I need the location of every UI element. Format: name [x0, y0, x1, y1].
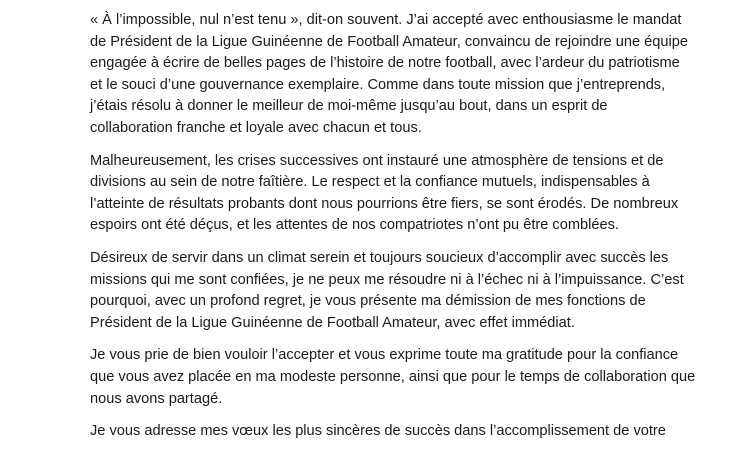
text-line: pourquoi, avec un profond regret, je vous présente ma démission de mes fonctions de	[90, 293, 646, 310]
text-line: Je vous adresse mes vœux les plus sincères de succès dans l’accomplissement de votre	[90, 423, 666, 440]
paragraph-1	[90, 10, 688, 140]
text-line: missions qui me sont confiées, je ne peux me résoudre ni à l’échec ni à l’impuissance. C’est	[90, 271, 684, 288]
text-line: Désireux de servir dans un climat serein et toujours soucieux d’accomplir avec succès les	[90, 249, 669, 266]
paragraph-5	[90, 421, 685, 443]
text-line: divisions au sein de notre faîtière. Le respect et la confiance mutuels, indispensables à	[90, 174, 650, 191]
text-line: « À l’impossible, nul n’est tenu », dit-on souvent. J’ai accepté avec enthousiasme le mandat	[90, 12, 682, 28]
text-line: l’atteinte de résultats probants dont nous pourrions être fiers, se sont érodés. De nombreux	[90, 195, 679, 212]
text-line: collaboration franche et loyale avec chacun et tous.	[90, 119, 422, 136]
text-line: Je vous prie de bien vouloir l’accepter et vous exprime toute ma gratitude pour la confiance	[90, 347, 679, 364]
paragraph-4	[90, 345, 696, 410]
text-line: nous avons partagé.	[90, 390, 223, 407]
text-line: que vous avez placée en ma modeste personne, ainsi que pour le temps de collaboration que	[90, 368, 696, 385]
text-line: espoirs ont été déçus, et les attentes de nos compatriotes n’ont pu être comblées.	[90, 217, 619, 234]
text-line: et le souci d’une gouvernance exemplaire. Comme dans toute mission que j’entreprends,	[90, 76, 666, 93]
text-line: Malheureusement, les crises successives ont instauré une atmosphère de tensions et de	[90, 152, 664, 169]
text-line: Président de la Ligue Guinéenne de Football Amateur, avec effet immédiat.	[90, 314, 575, 331]
paragraph-2	[90, 151, 685, 237]
text-line: j’étais résolu à donner le meilleur de moi-même jusqu’au bout, dans un esprit de	[90, 98, 608, 115]
text-line: de Président de la Ligue Guinéenne de Football Amateur, convaincu de rejoindre une équipe	[90, 33, 688, 50]
letter-body	[90, 10, 696, 454]
text-line: engagée à écrire de belles pages de l’histoire de notre football, avec l’ardeur du patriotisme	[90, 55, 680, 72]
paragraph-3	[90, 248, 685, 334]
